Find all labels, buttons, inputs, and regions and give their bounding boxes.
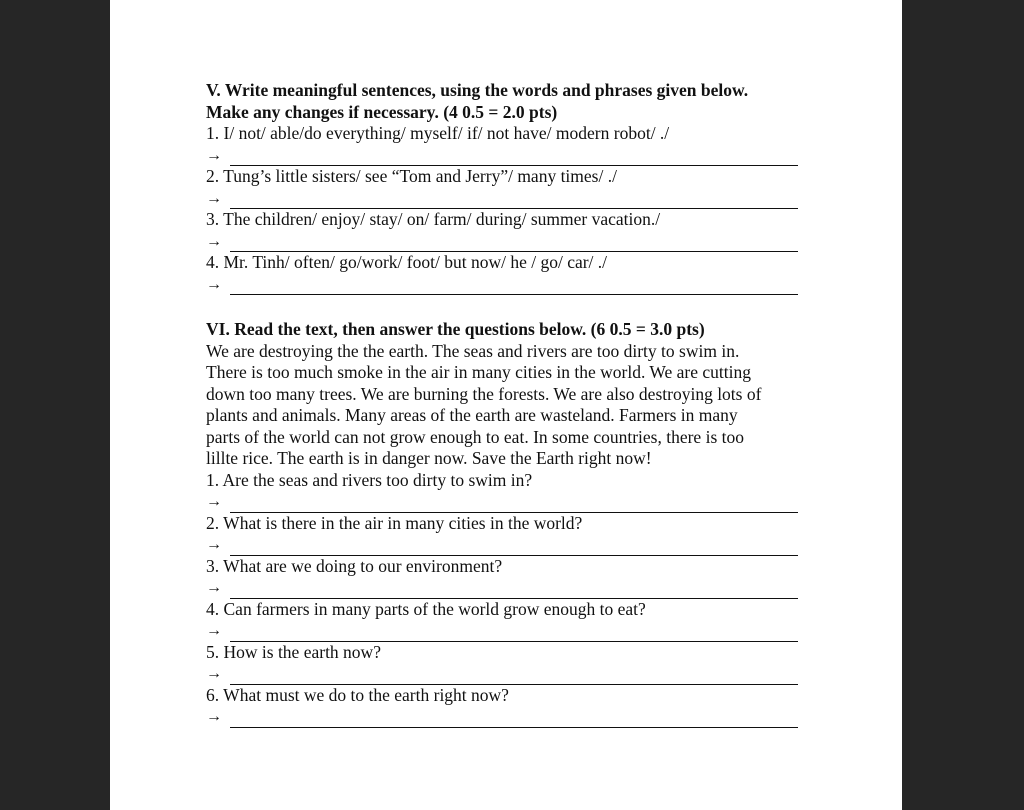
section-5-item-1: 1. I/ not/ able/do everything/ myself/ if/ not have/ modern robot/ ./: [206, 123, 670, 143]
answer-blank[interactable]: [230, 583, 798, 599]
answer-line[interactable]: [206, 620, 806, 642]
answer-line[interactable]: [206, 706, 806, 728]
section-5-item-4: 4. Mr. Tinh/ often/ go/work/ foot/ but now/ he / go/ car/ ./: [206, 252, 608, 272]
answer-line[interactable]: [206, 231, 806, 253]
answer-line[interactable]: [206, 577, 806, 599]
answer-blank[interactable]: [230, 236, 798, 252]
answer-blank[interactable]: [230, 279, 798, 295]
answer-line[interactable]: [206, 663, 806, 685]
answer-line[interactable]: [206, 534, 806, 556]
arrow-icon: →: [206, 146, 222, 164]
arrow-icon: →: [206, 579, 222, 596]
section-gap: [206, 295, 806, 319]
answer-line[interactable]: [206, 274, 806, 296]
arrow-icon: →: [206, 536, 222, 553]
answer-line[interactable]: [206, 145, 806, 167]
answer-blank[interactable]: [230, 540, 798, 556]
passage-line: parts of the world can not grow enough to eat. In some countries, there is too: [206, 426, 744, 447]
arrow-icon: →: [206, 275, 222, 293]
arrow-icon: →: [206, 493, 222, 510]
worksheet-page: [110, 0, 902, 810]
question-1: 1. Are the seas and rivers too dirty to swim in?: [206, 469, 533, 490]
answer-line[interactable]: [206, 188, 806, 210]
reading-passage: [206, 341, 806, 470]
question-5: 5. How is the earth now?: [206, 641, 381, 662]
question-4: 4. Can farmers in many parts of the world grow enough to eat?: [206, 598, 646, 619]
arrow-icon: →: [206, 622, 222, 639]
answer-blank[interactable]: [230, 150, 798, 166]
section-5-item-2: 2. Tung’s little sisters/ see “Tom and Jerry”/ many times/ ./: [206, 166, 617, 186]
section-5-title-line-1: V. Write meaningful sentences, using the words and phrases given below.: [206, 80, 749, 100]
passage-line: lillte rice. The earth is in danger now. Save the Earth right now!: [206, 448, 652, 468]
question-2: 2. What is there in the air in many cities in the world?: [206, 512, 583, 533]
section-6-title: VI. Read the text, then answer the questions below. (6 0.5 = 3.0 pts): [206, 319, 705, 339]
section-5-item-3: 3. The children/ enjoy/ stay/ on/ farm/ during/ summer vacation./: [206, 209, 661, 229]
answer-blank[interactable]: [230, 626, 798, 642]
passage-line: There is too much smoke in the air in many cities in the world. We are cutting: [206, 362, 752, 382]
question-6: 6. What must we do to the earth right now?: [206, 684, 509, 705]
answer-blank[interactable]: [230, 193, 798, 209]
arrow-icon: →: [206, 189, 222, 207]
arrow-icon: →: [206, 708, 222, 725]
passage-line: down too many trees. We are burning the forests. We are also destroying lots of: [206, 383, 762, 404]
passage-line: plants and animals. Many areas of the earth are wasteland. Farmers in many: [206, 405, 738, 425]
answer-blank[interactable]: [230, 712, 798, 728]
arrow-icon: →: [206, 232, 222, 250]
answer-blank[interactable]: [230, 497, 798, 513]
answer-line[interactable]: [206, 491, 806, 513]
worksheet-content: [206, 80, 806, 728]
section-5-title-line-2: Make any changes if necessary. (4 0.5 = 2.0 pts): [206, 101, 558, 122]
answer-blank[interactable]: [230, 669, 798, 685]
arrow-icon: →: [206, 665, 222, 682]
question-3: 3. What are we doing to our environment?: [206, 555, 503, 576]
passage-line: We are destroying the the earth. The seas and rivers are too dirty to swim in.: [206, 340, 740, 361]
